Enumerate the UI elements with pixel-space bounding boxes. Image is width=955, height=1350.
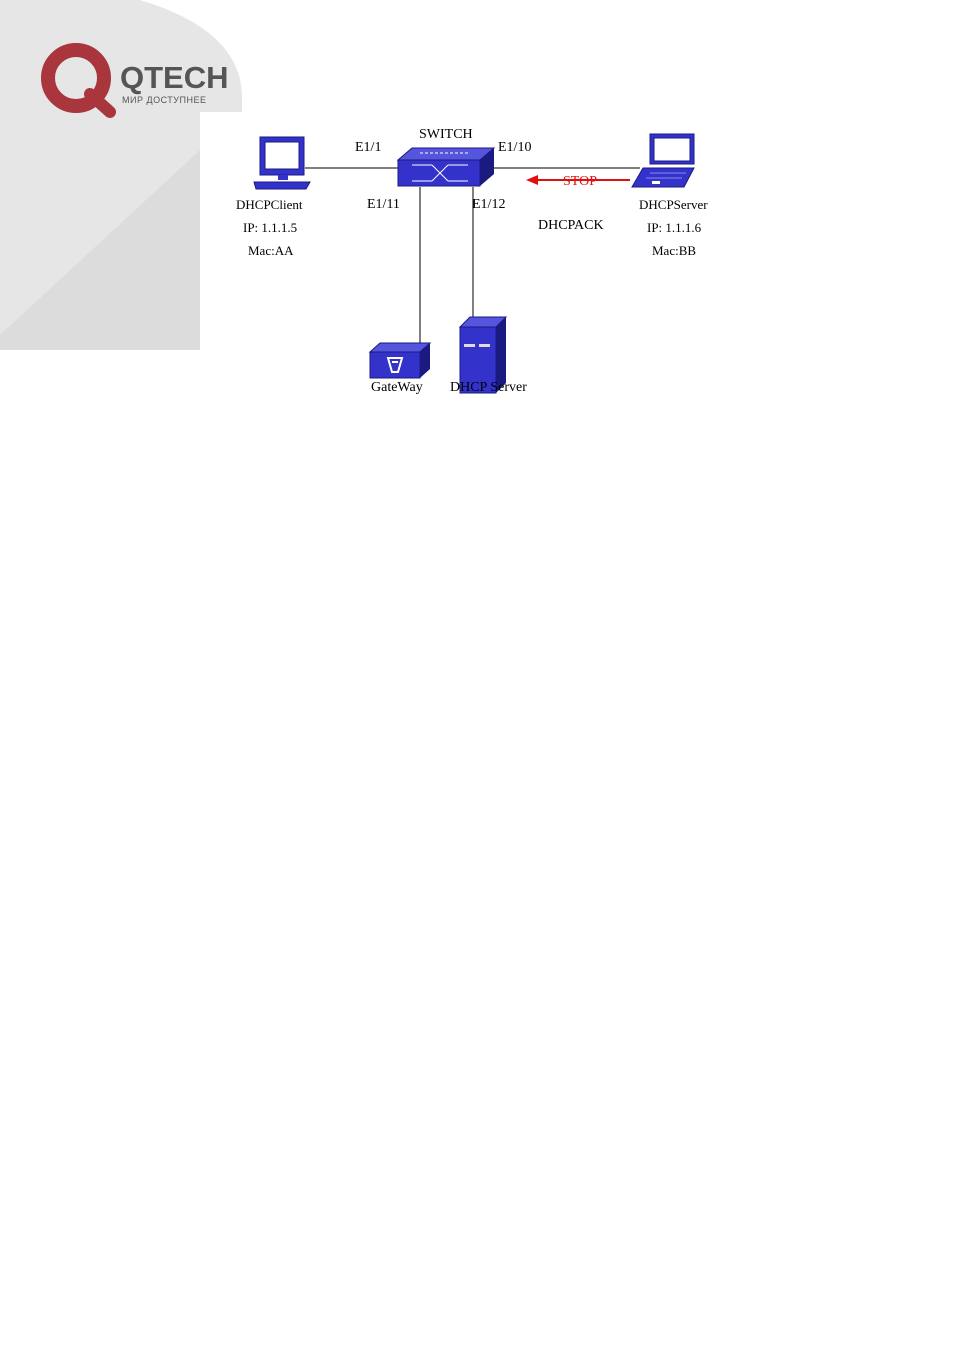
- port-label-e1-11: E1/11: [367, 197, 400, 212]
- port-label-e1-1: E1/1: [355, 140, 382, 155]
- gateway-icon: [370, 343, 430, 378]
- switch-label: SWITCH: [419, 127, 473, 142]
- port-label-e1-12: E1/12: [472, 197, 506, 212]
- switch-icon: [398, 148, 494, 186]
- rogue-server-mac: Mac:BB: [652, 243, 697, 258]
- brand-tagline: МИР ДОСТУПНЕЕ: [122, 95, 207, 105]
- client-ip: IP: 1.1.1.5: [243, 220, 298, 235]
- gateway-label: GateWay: [371, 380, 423, 395]
- rogue-server-ip: IP: 1.1.1.6: [647, 220, 702, 235]
- client-computer-icon: [254, 137, 310, 189]
- brand-name: QTECH: [120, 60, 229, 95]
- rogue-server-name: DHCPServer: [639, 197, 708, 212]
- packet-label: DHCPACK: [538, 218, 604, 233]
- laptop-icon: [632, 134, 694, 187]
- stop-label: STOP: [563, 174, 597, 189]
- client-name: DHCPClient: [236, 197, 303, 212]
- client-mac: Mac:AA: [248, 243, 294, 258]
- network-diagram: [0, 0, 955, 420]
- dhcp-server-label: DHCP Server: [450, 380, 527, 395]
- port-label-e1-10: E1/10: [498, 140, 532, 155]
